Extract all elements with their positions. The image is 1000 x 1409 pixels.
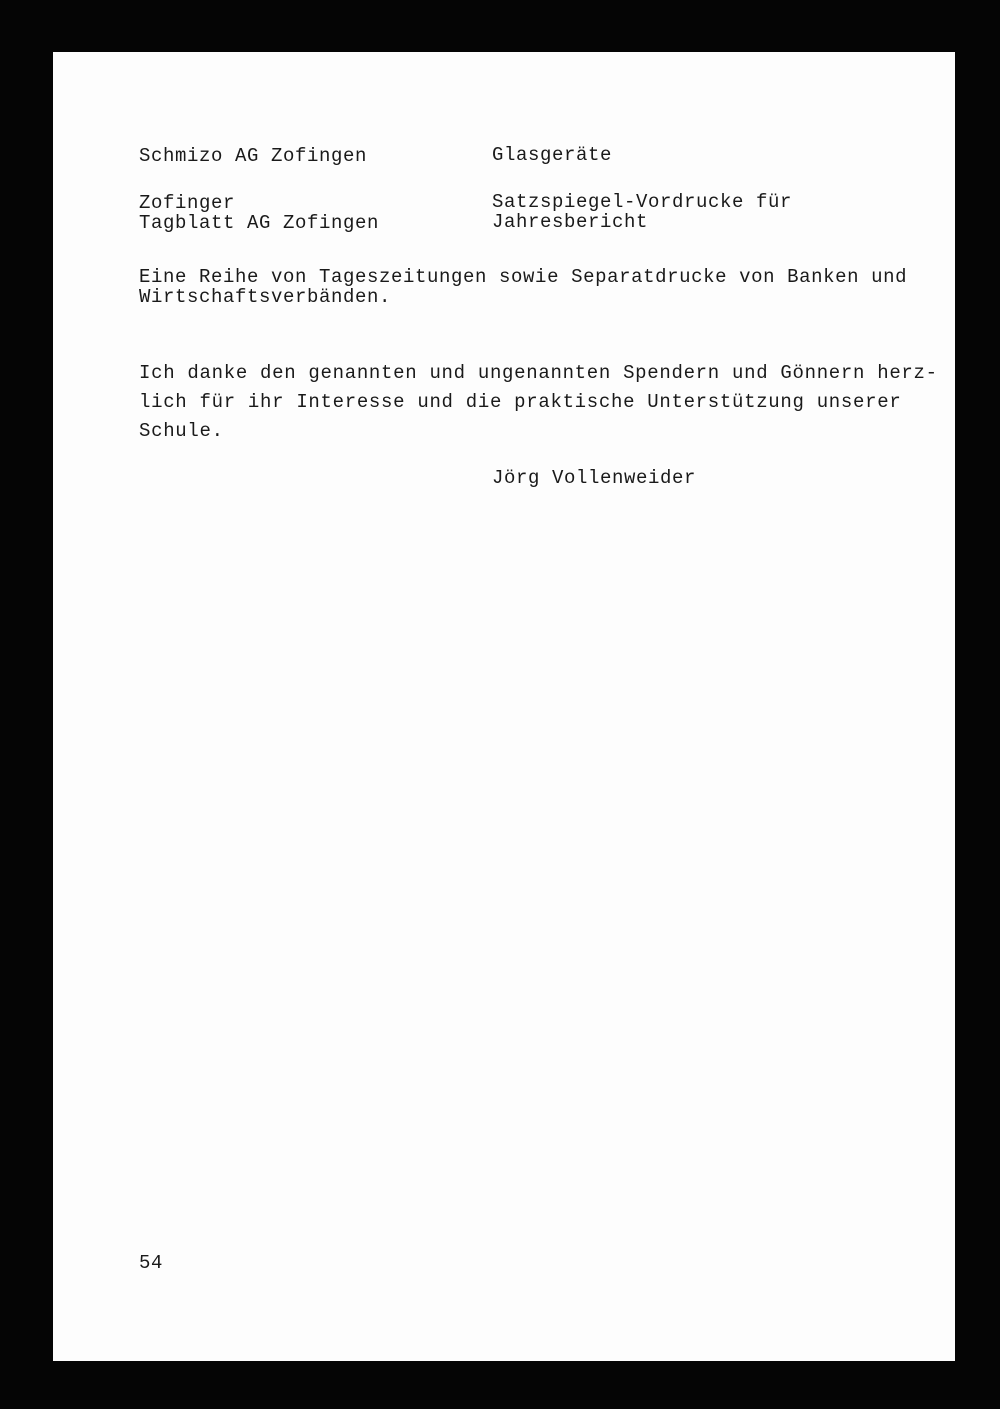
sponsor-name bbox=[139, 146, 367, 166]
sponsor-item bbox=[492, 145, 612, 165]
paragraph-line: Wirtschaftsverbänden. bbox=[139, 286, 392, 308]
paragraph-line: Ich danke den genannten und ungenannten Spendern und Gönnern herz- bbox=[139, 362, 938, 384]
sponsor-item-line: Glasgeräte bbox=[492, 144, 613, 166]
sponsor-name-line: Zofinger bbox=[139, 192, 236, 214]
paragraph-line: Eine Reihe von Tageszeitungen sowie Separatdrucke von Banken und bbox=[139, 266, 908, 288]
sponsor-item-line: Satzspiegel-Vordrucke für bbox=[492, 191, 793, 213]
paragraph-line: lich für ihr Interesse und die praktische Unterstützung unserer bbox=[139, 391, 902, 413]
sponsor-name-line: Schmizo AG Zofingen bbox=[139, 145, 368, 167]
paragraph-other-donations bbox=[139, 267, 907, 307]
paper-sheet bbox=[53, 52, 955, 1361]
sponsor-name-line: Tagblatt AG Zofingen bbox=[139, 212, 380, 234]
paragraph-thanks bbox=[139, 359, 938, 446]
sponsor-item-line: Jahresbericht bbox=[492, 211, 649, 233]
sponsor-item bbox=[492, 192, 792, 232]
sponsor-name bbox=[139, 193, 379, 233]
signature: Jörg Vollenweider bbox=[492, 467, 697, 489]
paragraph-line: Schule. bbox=[139, 420, 224, 442]
page-number: 54 bbox=[139, 1252, 164, 1274]
